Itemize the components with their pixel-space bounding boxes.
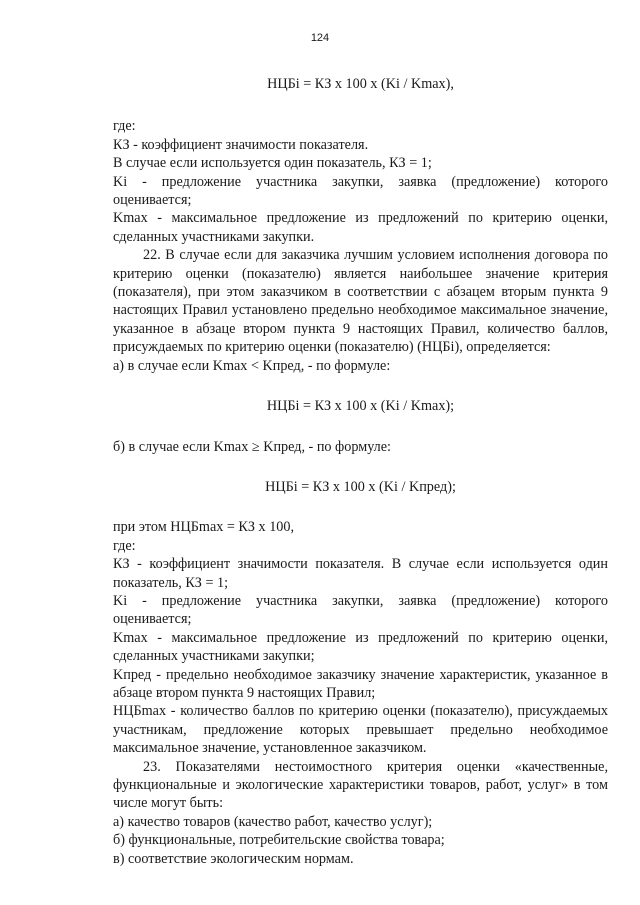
list-item-c: в) соответствие экологическим нормам.: [113, 850, 354, 867]
kmax-definition-1: Kmax - максимальное предложение из предложений по критерию оценки, сделанных участниками закупки.: [113, 210, 608, 245]
formula-1: НЦБi = КЗ x 100 x (Ki / Kmax),: [267, 76, 454, 92]
list-item-a: а) качество товаров (качество работ, качество услуг);: [113, 813, 433, 830]
ncbmax-definition: НЦБmax - количество баллов по критерию оценки (показателю), присуждаемых участникам, предложение которых превышает предельно необходимое максимальное значение, установленное заказчиком.: [113, 703, 608, 757]
kz-definition-2: КЗ - коэффициент значимости показателя. В случае если используется один показатель, КЗ = 1;: [113, 556, 608, 591]
page-number: 124: [310, 32, 330, 44]
paragraph-23: 23. Показателями нестоимостного критерия оценки «качественные, функциональные и экологические характеристики товаров, работ, услуг» в том числе могут быть:: [113, 758, 608, 812]
list-item-b: б) функциональные, потребительские свойства товара;: [113, 832, 445, 849]
document-body: [113, 75, 608, 868]
single-indicator-note: В случае если используется один показатель, КЗ = 1;: [113, 155, 432, 172]
kpred-definition: Kпред - предельно необходимое заказчику значение характеристик, указанное в абзаце втором пункта 9 настоящих Правил;: [113, 666, 608, 701]
where-label-1: где:: [113, 118, 136, 135]
paragraph-22: 22. В случае если для заказчика лучшим условием исполнения договора по критерию оценки (показателю) является наибольшее значение критерия (показателя), при этом заказчиком в соответствии с абзацем вторым пункта 9 настоящих Правил установлено предельно необходимое максимальное значение, указанное в абзаце втором пункта 9 настоящих Правил, количество баллов, присуждаемых по критерию оценки (показателю) (НЦБi), определяется:: [113, 247, 608, 356]
formula-2: НЦБi = КЗ x 100 x (Ki / Kmax);: [266, 398, 455, 415]
ki-definition-2: Ki - предложение участника закупки, заявка (предложение) которого оценивается;: [113, 592, 608, 628]
ki-definition-1: Ki - предложение участника закупки, заявка (предложение) которого оценивается;: [113, 173, 608, 209]
ncbmax-line: при этом НЦБmax = КЗ x 100,: [113, 519, 295, 536]
case-a-label: а) в случае если Kmax < Kпред, - по формуле:: [113, 357, 391, 374]
formula-3: НЦБi = КЗ x 100 x (Ki / Kпред);: [265, 478, 456, 495]
kmax-definition-2: Kmax - максимальное предложение из предложений по критерию оценки, сделанных участниками закупки;: [113, 629, 608, 665]
case-b-label: б) в случае если Kmax ≥ Kпред, - по формуле:: [113, 438, 391, 455]
kz-definition-1: КЗ - коэффициент значимости показателя.: [113, 136, 369, 153]
where-label-2: где:: [113, 537, 136, 554]
